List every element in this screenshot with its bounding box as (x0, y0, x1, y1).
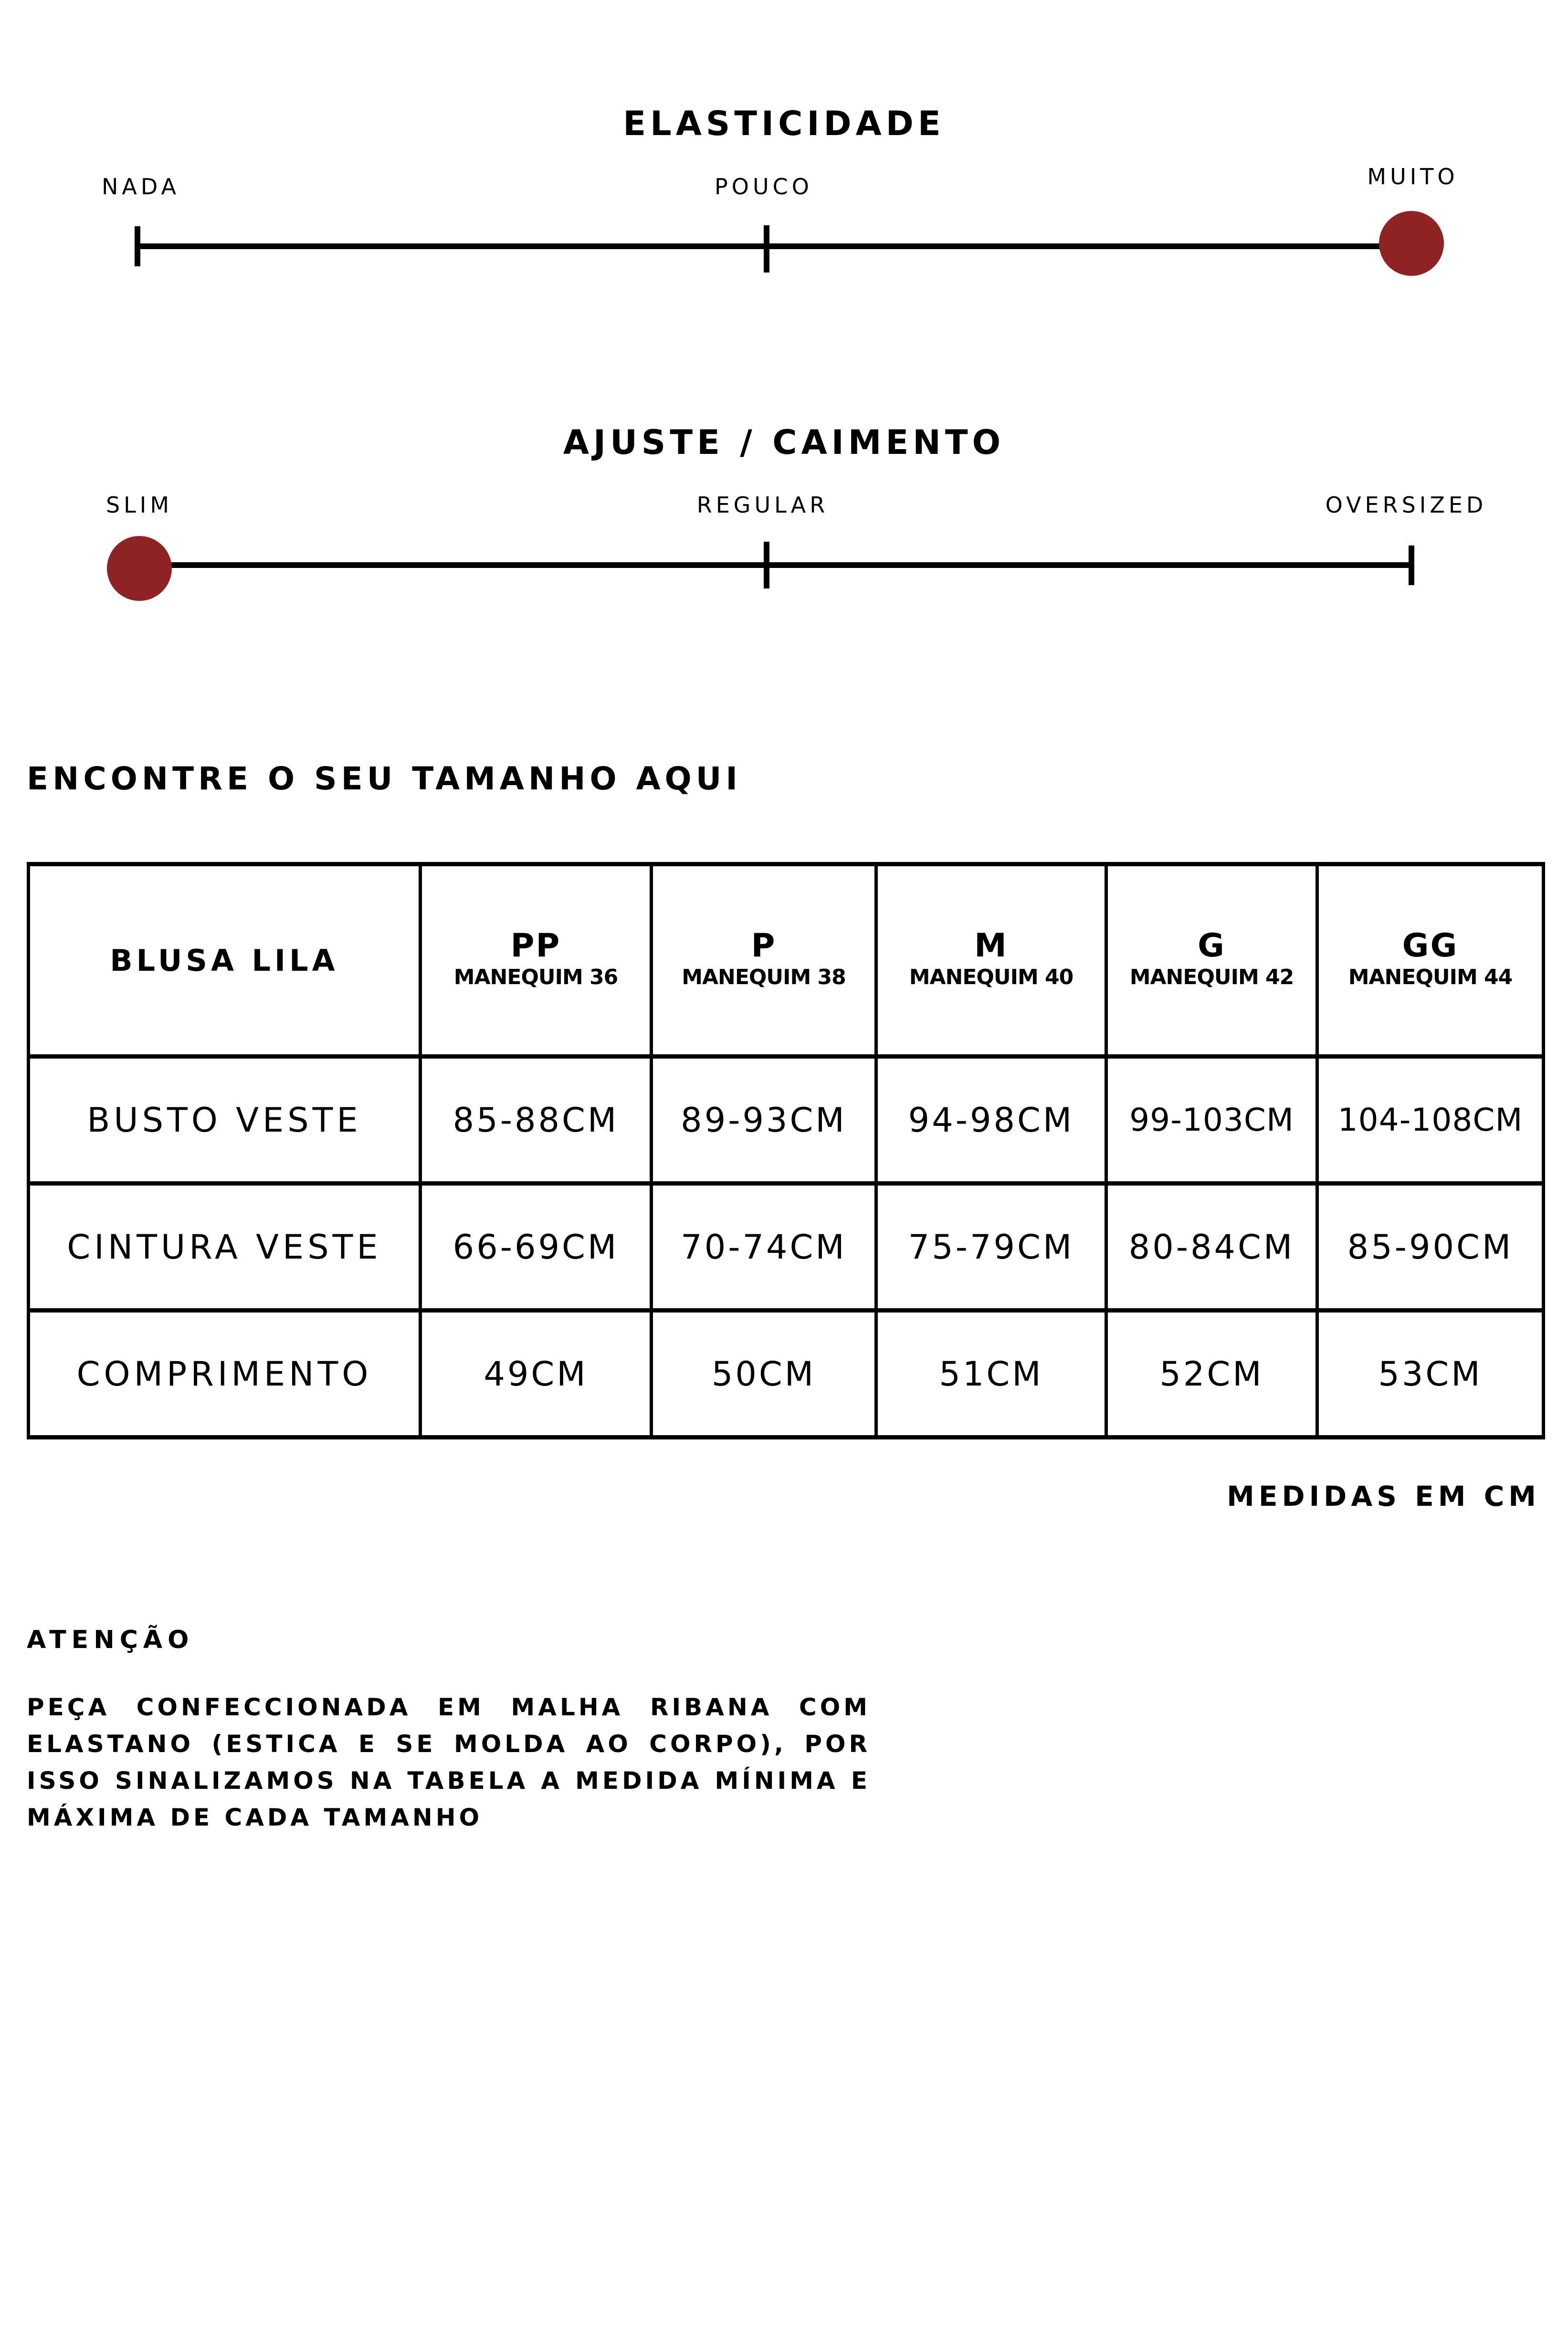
row-label: BUSTO VESTE (87, 1100, 362, 1140)
elasticity-title: ELASTICIDADE (623, 104, 945, 143)
measurement-cell (652, 1311, 876, 1438)
size-section-title: ENCONTRE O SEU TAMANHO AQUI (27, 760, 742, 797)
size-table (27, 862, 1545, 1439)
fit-label-oversized: OVERSIZED (1325, 492, 1487, 518)
measurement-value: 104-108CM (1337, 1102, 1523, 1138)
measurement-cell (1317, 1311, 1544, 1438)
row-label: CINTURA VESTE (67, 1227, 382, 1267)
measurement-cell (652, 1184, 876, 1311)
measurement-cell (652, 1057, 876, 1184)
measurement-cell (1106, 1057, 1317, 1184)
table-header-row (29, 864, 1544, 1057)
size-code: G (1198, 926, 1226, 965)
size-mannequin: MANEQUIM 40 (909, 965, 1073, 989)
measurement-value: 51CM (939, 1354, 1043, 1394)
size-mannequin: MANEQUIM 38 (682, 965, 846, 989)
row-label: COMPRIMENTO (76, 1354, 372, 1394)
measurement-value: 53CM (1378, 1354, 1483, 1394)
size-header-cell (1317, 864, 1544, 1057)
measurement-cell (876, 1057, 1106, 1184)
fit-tick-middle (764, 542, 769, 588)
measurement-cell (1317, 1057, 1544, 1184)
elasticity-marker (1379, 211, 1444, 276)
size-code: M (974, 926, 1008, 965)
measurement-value: 75-79CM (908, 1227, 1074, 1267)
measurement-cell (1106, 1184, 1317, 1311)
fit-label-regular: REGULAR (696, 492, 829, 518)
notice-title: ATENÇÃO (27, 1626, 194, 1654)
table-row (29, 1057, 1544, 1184)
elasticity-label-high: MUITO (1367, 164, 1459, 189)
units-note: MEDIDAS EM CM (1227, 1480, 1540, 1512)
measurement-value: 52CM (1159, 1354, 1264, 1394)
measurement-value: 99-103CM (1129, 1102, 1294, 1138)
size-header-cell (876, 864, 1106, 1057)
fit-label-slim: SLIM (105, 492, 173, 518)
fit-tick-end (1409, 546, 1414, 585)
size-code: P (751, 926, 777, 965)
measurement-value: 49CM (484, 1354, 588, 1394)
elasticity-tick-middle (764, 225, 769, 273)
size-mannequin: MANEQUIM 42 (1129, 965, 1294, 989)
measurement-cell (421, 1057, 652, 1184)
product-name-cell (29, 864, 421, 1057)
fit-title: AJUSTE / CAIMENTO (563, 423, 1005, 462)
measurement-cell (421, 1184, 652, 1311)
table-row (29, 1311, 1544, 1438)
size-code: GG (1402, 926, 1459, 965)
measurement-value: 89-93CM (681, 1100, 847, 1140)
size-header-cell (652, 864, 876, 1057)
measurement-value: 50CM (711, 1354, 816, 1394)
measurement-value: 66-69CM (453, 1227, 619, 1267)
measurement-value: 70-74CM (681, 1227, 847, 1267)
elasticity-label-none: NADA (102, 174, 180, 200)
elasticity-label-low: POUCO (715, 174, 813, 200)
fit-track (139, 562, 1414, 568)
measurement-value: 85-88CM (453, 1100, 619, 1140)
size-header-cell (421, 864, 652, 1057)
row-label-cell (29, 1311, 421, 1438)
measurement-value: 80-84CM (1128, 1227, 1295, 1267)
size-code: PP (510, 926, 561, 965)
elasticity-track (135, 243, 1414, 249)
measurement-value: 85-90CM (1347, 1227, 1514, 1267)
table-row (29, 1184, 1544, 1311)
size-mannequin: MANEQUIM 36 (453, 965, 618, 989)
size-mannequin: MANEQUIM 44 (1348, 965, 1513, 989)
measurement-cell (421, 1311, 652, 1438)
measurement-cell (876, 1184, 1106, 1311)
fit-marker (107, 536, 172, 601)
notice-body: PEÇA CONFECCIONADA EM MALHA RIBANA COM ELASTANO (ESTICA E SE MOLDA AO CORPO), POR ISSO SINALIZAMOS NA TABELA A MEDIDA MÍNIMA E MÁXIMA DE CADA TAMANHO (27, 1693, 871, 1831)
measurement-cell (1317, 1184, 1544, 1311)
elasticity-tick-start (135, 226, 140, 266)
size-header-cell (1106, 864, 1317, 1057)
row-label-cell (29, 1184, 421, 1311)
product-name: BLUSA LILA (110, 943, 339, 978)
measurement-cell (1106, 1311, 1317, 1438)
measurement-cell (876, 1311, 1106, 1438)
measurement-value: 94-98CM (908, 1100, 1074, 1140)
row-label-cell (29, 1057, 421, 1184)
